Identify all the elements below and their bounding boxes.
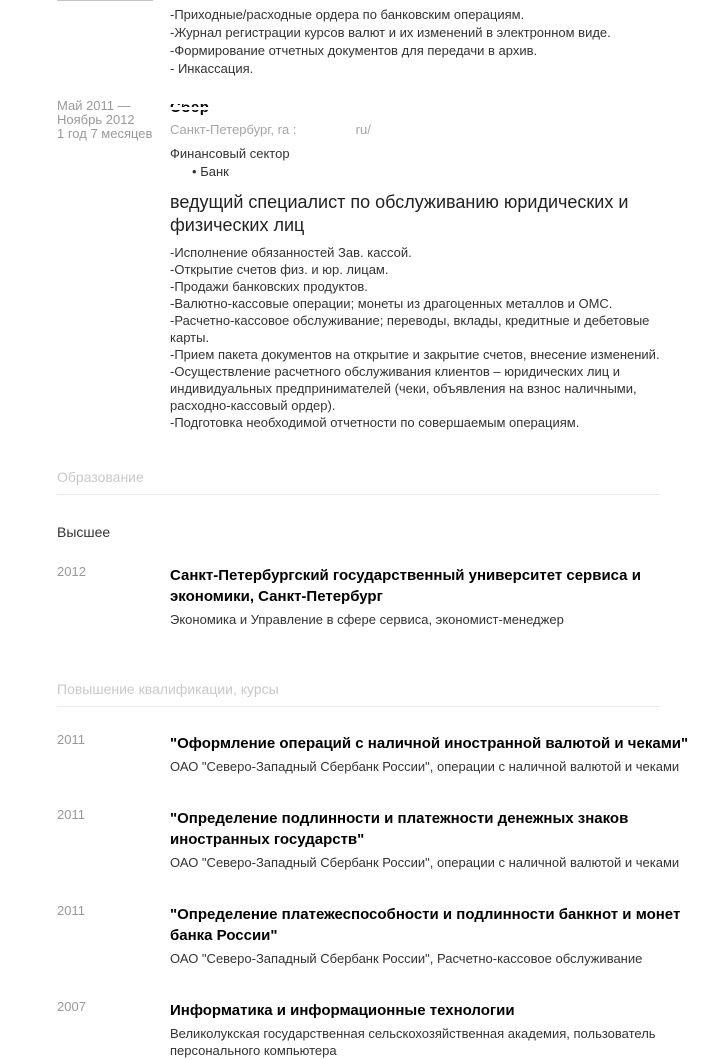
company-industry: Финансовый сектор	[170, 146, 290, 161]
course-subtitle: Великолукская государственная сельскохозяйственная академия, пользователь персонального компьютера	[170, 1026, 656, 1058]
date-range-line2: Ноябрь 2012	[57, 112, 135, 127]
course-year: 2011	[57, 732, 85, 747]
duty-line: -Прием пакета документов на открытие и закрытие счетов, внесение изменений.	[170, 347, 660, 362]
courses-section-header: Повышение квалификации, курсы	[57, 681, 660, 707]
duty-line: -Валютно-кассовые операции; монеты из драгоценных металлов и ОМС.	[170, 296, 613, 311]
duty-line: -Исполнение обязанностей Зав. кассой.	[170, 245, 412, 260]
courses-list	[0, 733, 728, 1059]
job-title: ведущий специалист по обслуживанию юридических и физических лиц	[170, 192, 629, 235]
experience-item	[0, 99, 728, 431]
course-title: "Определение платежеспособности и подлинности банкнот и монет банка России"	[170, 906, 681, 944]
duty-line: -Журнал регистрации курсов валют и их изменений в электронном виде.	[170, 25, 611, 40]
company-url-fragment: ra :	[277, 122, 297, 137]
course-title: Информатика и информационные технологии	[170, 1002, 515, 1019]
redaction-stripe	[168, 99, 213, 104]
company-url-fragment: ru/	[355, 122, 371, 137]
education-level: Высшее	[57, 524, 111, 540]
duty-line: -Расчетно-кассовое обслуживание; переводы, вклады, кредитные и дебетовые карты.	[170, 313, 650, 345]
company-name-link[interactable]	[170, 99, 209, 117]
courses-section	[0, 681, 728, 1059]
duty-line: -Приходные/расходные ордера по банковским операциям.	[170, 7, 525, 22]
duty-line: -Продажи банковских продуктов.	[170, 279, 368, 294]
education-item	[0, 565, 728, 628]
experience-dates	[57, 99, 170, 431]
duty-line: - Инкассация.	[170, 61, 254, 76]
education-section-header: Образование	[57, 469, 660, 495]
duty-line: -Осуществление расчетного обслуживания клиентов – юридических лиц и индивидуальных предпринимателей (чеки, объявления на взнос наличными, расходно-кассовый ордер).	[170, 364, 637, 413]
clipped-text-remnant	[57, 0, 153, 1]
course-title: "Оформление операций с наличной иностранной валютой и чеками"	[170, 735, 689, 752]
course-subtitle: ОАО "Северо-Западный Сбербанк России", операции с наличной валютой и чеками	[170, 759, 680, 774]
course-title: "Определение подлинности и платежности денежных знаков иностранных государств"	[170, 810, 629, 848]
duty-line: -Открытие счетов физ. и юр. лицам.	[170, 262, 389, 277]
company-url-link[interactable]	[170, 122, 690, 138]
course-year: 2011	[57, 807, 85, 822]
education-title: Санкт-Петербургский государственный университет сервиса и экономики, Санкт-Петербург	[170, 567, 641, 605]
course-item	[0, 808, 728, 871]
job-duties	[170, 244, 690, 431]
redaction-stripe	[168, 107, 213, 110]
date-range-line1: Май 2011 —	[57, 98, 131, 113]
course-year: 2011	[57, 903, 85, 918]
company-industry-item: • Банк	[192, 164, 229, 179]
bullet-glyph: •	[192, 164, 197, 179]
course-item	[0, 904, 728, 967]
course-item	[0, 733, 728, 775]
duty-line: -Формирование отчетных документов для передачи в архив.	[170, 43, 538, 58]
course-subtitle: ОАО "Северо-Западный Сбербанк России", операции с наличной валютой и чеками	[170, 855, 680, 870]
education-year: 2012	[57, 564, 86, 579]
course-year: 2007	[57, 999, 86, 1014]
education-section	[0, 469, 728, 628]
company-location: Санкт-Петербург,	[170, 122, 274, 137]
duty-line: -Подготовка необходимой отчетности по совершаемым операциям.	[170, 415, 580, 430]
course-subtitle: ОАО "Северо-Западный Сбербанк России", Расчетно-кассовое обслуживание	[170, 951, 643, 966]
education-subtitle: Экономика и Управление в сфере сервиса, экономист-менеджер	[170, 612, 564, 627]
previous-job-duties	[0, 0, 728, 78]
course-item	[0, 1000, 728, 1059]
experience-duration: 1 год 7 месяцев	[57, 126, 153, 141]
